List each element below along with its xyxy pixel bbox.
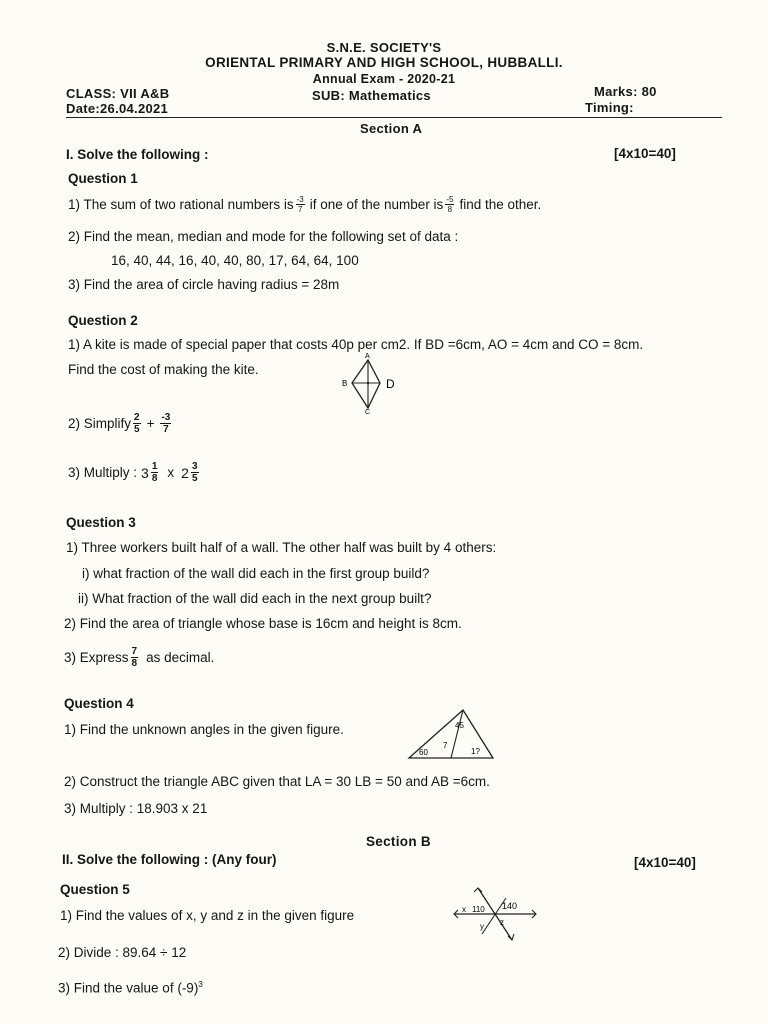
q4-item-1: 1) Find the unknown angles in the given figure. — [64, 722, 344, 737]
q2-mixed-2-numerator: 3 — [191, 461, 198, 472]
q2-fraction-2 — [160, 412, 171, 435]
section-a-marks: [4x10=40] — [614, 146, 676, 161]
kite-figure — [338, 350, 402, 414]
q2-mixed-1-numerator: 1 — [151, 461, 158, 472]
question-4-title: Question 4 — [64, 696, 134, 711]
q2-item-3 — [68, 461, 201, 484]
q1-item-1 — [68, 195, 541, 214]
question-2-title: Question 2 — [68, 313, 138, 328]
marks-label: Marks: 80 — [594, 84, 657, 99]
q2-item-3-prefix: 3) Multiply : — [68, 465, 138, 480]
q2-mixed-2-denominator: 5 — [191, 473, 198, 484]
q1-item-2-data: 16, 40, 44, 16, 40, 40, 80, 17, 64, 64, 100 — [111, 253, 359, 268]
q2-mixed-number-2 — [181, 461, 200, 484]
q4-item-3: 3) Multiply : 18.903 x 21 — [64, 801, 208, 816]
triangle-inner-line — [451, 710, 463, 758]
q3-item-3-prefix: 3) Express — [64, 650, 129, 665]
q2-fraction-1 — [133, 412, 141, 435]
q2-f2-numerator: -3 — [161, 412, 171, 423]
q1-item-1-suffix: find the other. — [459, 197, 542, 212]
q1-f2-denominator: 8 — [447, 205, 453, 214]
kite-label-d: D — [386, 377, 395, 391]
q3-item-3-suffix: as decimal. — [146, 650, 215, 665]
q1-f1-denominator: 7 — [297, 205, 303, 214]
q3-item-1: 1) Three workers built half of a wall. The other half was built by 4 others: — [66, 540, 497, 555]
timing-label: Timing: — [585, 100, 634, 115]
section-b-marks: [4x10=40] — [634, 855, 696, 870]
triangle-label-left: 60 — [419, 748, 428, 757]
q2-mixed-number-1 — [141, 461, 160, 484]
class-label: CLASS: VII A&B — [66, 86, 170, 101]
triangle-figure — [405, 706, 497, 762]
q1-item-3: 3) Find the area of circle having radius = 28m — [68, 277, 340, 292]
q2-item-2-prefix: 2) Simplify — [68, 416, 132, 431]
q5-item-2: 2) Divide : 89.64 ÷ 12 — [58, 945, 187, 960]
section-b-title: Section B — [366, 834, 431, 849]
q3-item-1-a: i) what fraction of the wall did each in the first group build? — [82, 566, 430, 581]
q3-item-2: 2) Find the area of triangle whose base is 16cm and height is 8cm. — [64, 616, 462, 631]
q2-mixed-1-whole: 3 — [141, 464, 149, 481]
q3-denominator: 8 — [131, 658, 138, 669]
question-5-title: Question 5 — [60, 882, 130, 897]
q1-item-1-mid: if one of the number is — [309, 197, 444, 212]
q1-item-1-prefix: 1) The sum of two rational numbers is — [68, 197, 294, 212]
q3-item-1-b: ii) What fraction of the wall did each in the next group built? — [78, 591, 432, 606]
kite-outline — [352, 360, 380, 408]
q1-fraction-2 — [445, 195, 454, 214]
q5-item-3-exponent: 3 — [198, 980, 203, 989]
q3-item-3 — [64, 646, 214, 669]
q1-fraction-1 — [296, 195, 305, 214]
q2-mixed-2-fraction — [191, 461, 199, 484]
question-3-title: Question 3 — [66, 515, 136, 530]
section-b-instruction: II. Solve the following : (Any four) — [62, 852, 277, 867]
q2-f1-denominator: 5 — [134, 424, 140, 435]
q2-mixed-2-whole: 2 — [181, 464, 189, 481]
q1-f2-numerator: -5 — [446, 195, 454, 204]
q2-mixed-1-fraction — [151, 461, 159, 484]
lines-label-110: 110 — [472, 905, 485, 914]
date-label: Date:26.04.2021 — [66, 101, 169, 116]
q2-f1-numerator: 2 — [134, 412, 140, 423]
section-a-title: Section A — [360, 121, 423, 136]
arrow-head-top — [474, 888, 482, 892]
triangle-label-mid: 7 — [443, 741, 448, 750]
triangle-label-right: 1? — [471, 747, 480, 756]
intersecting-lines-figure — [450, 884, 540, 944]
q5-item-3 — [58, 980, 203, 996]
triangle-label-top: 45 — [455, 721, 464, 730]
kite-label-c: C — [365, 409, 371, 414]
header-rule — [66, 117, 722, 118]
kite-label-b: B — [342, 379, 348, 388]
kite-label-a: A — [365, 353, 370, 360]
q3-numerator: 7 — [131, 646, 138, 657]
q1-f1-numerator: -3 — [296, 195, 304, 204]
school-name: ORIENTAL PRIMARY AND HIGH SCHOOL, HUBBALLI. — [205, 55, 563, 70]
q5-item-1: 1) Find the values of x, y and z in the given figure — [60, 908, 355, 923]
society-name: S.N.E. SOCIETY'S — [326, 40, 442, 55]
q2-item-1-line-1: 1) A kite is made of special paper that costs 40p per cm2. If BD =6cm, AO = 4cm and CO = 8cm. — [68, 337, 644, 352]
q2-item-3-operator: x — [167, 465, 175, 480]
q2-item-1-line-2: Find the cost of making the kite. — [68, 362, 259, 377]
section-a-instruction: I. Solve the following : — [66, 147, 209, 162]
lines-label-140: 140 — [502, 901, 518, 911]
q2-item-2-operator: + — [146, 416, 155, 431]
kite-center-point — [367, 382, 369, 384]
question-1-title: Question 1 — [68, 171, 138, 186]
lines-label-x: x — [462, 905, 466, 914]
exam-title: Annual Exam - 2020-21 — [312, 72, 456, 86]
q2-f2-denominator: 7 — [163, 424, 169, 435]
q2-mixed-1-denominator: 8 — [151, 473, 158, 484]
q1-item-2: 2) Find the mean, median and mode for the following set of data : — [68, 229, 459, 244]
q3-fraction — [131, 646, 139, 669]
lines-label-z: z — [500, 918, 504, 927]
q5-item-3-text: 3) Find the value of (-9) — [58, 980, 199, 996]
lines-label-y: y — [480, 922, 484, 931]
q2-item-2 — [68, 412, 173, 435]
subject-label: SUB: Mathematics — [312, 88, 431, 103]
q4-item-2: 2) Construct the triangle ABC given that LA = 30 LB = 50 and AB =6cm. — [64, 774, 490, 789]
